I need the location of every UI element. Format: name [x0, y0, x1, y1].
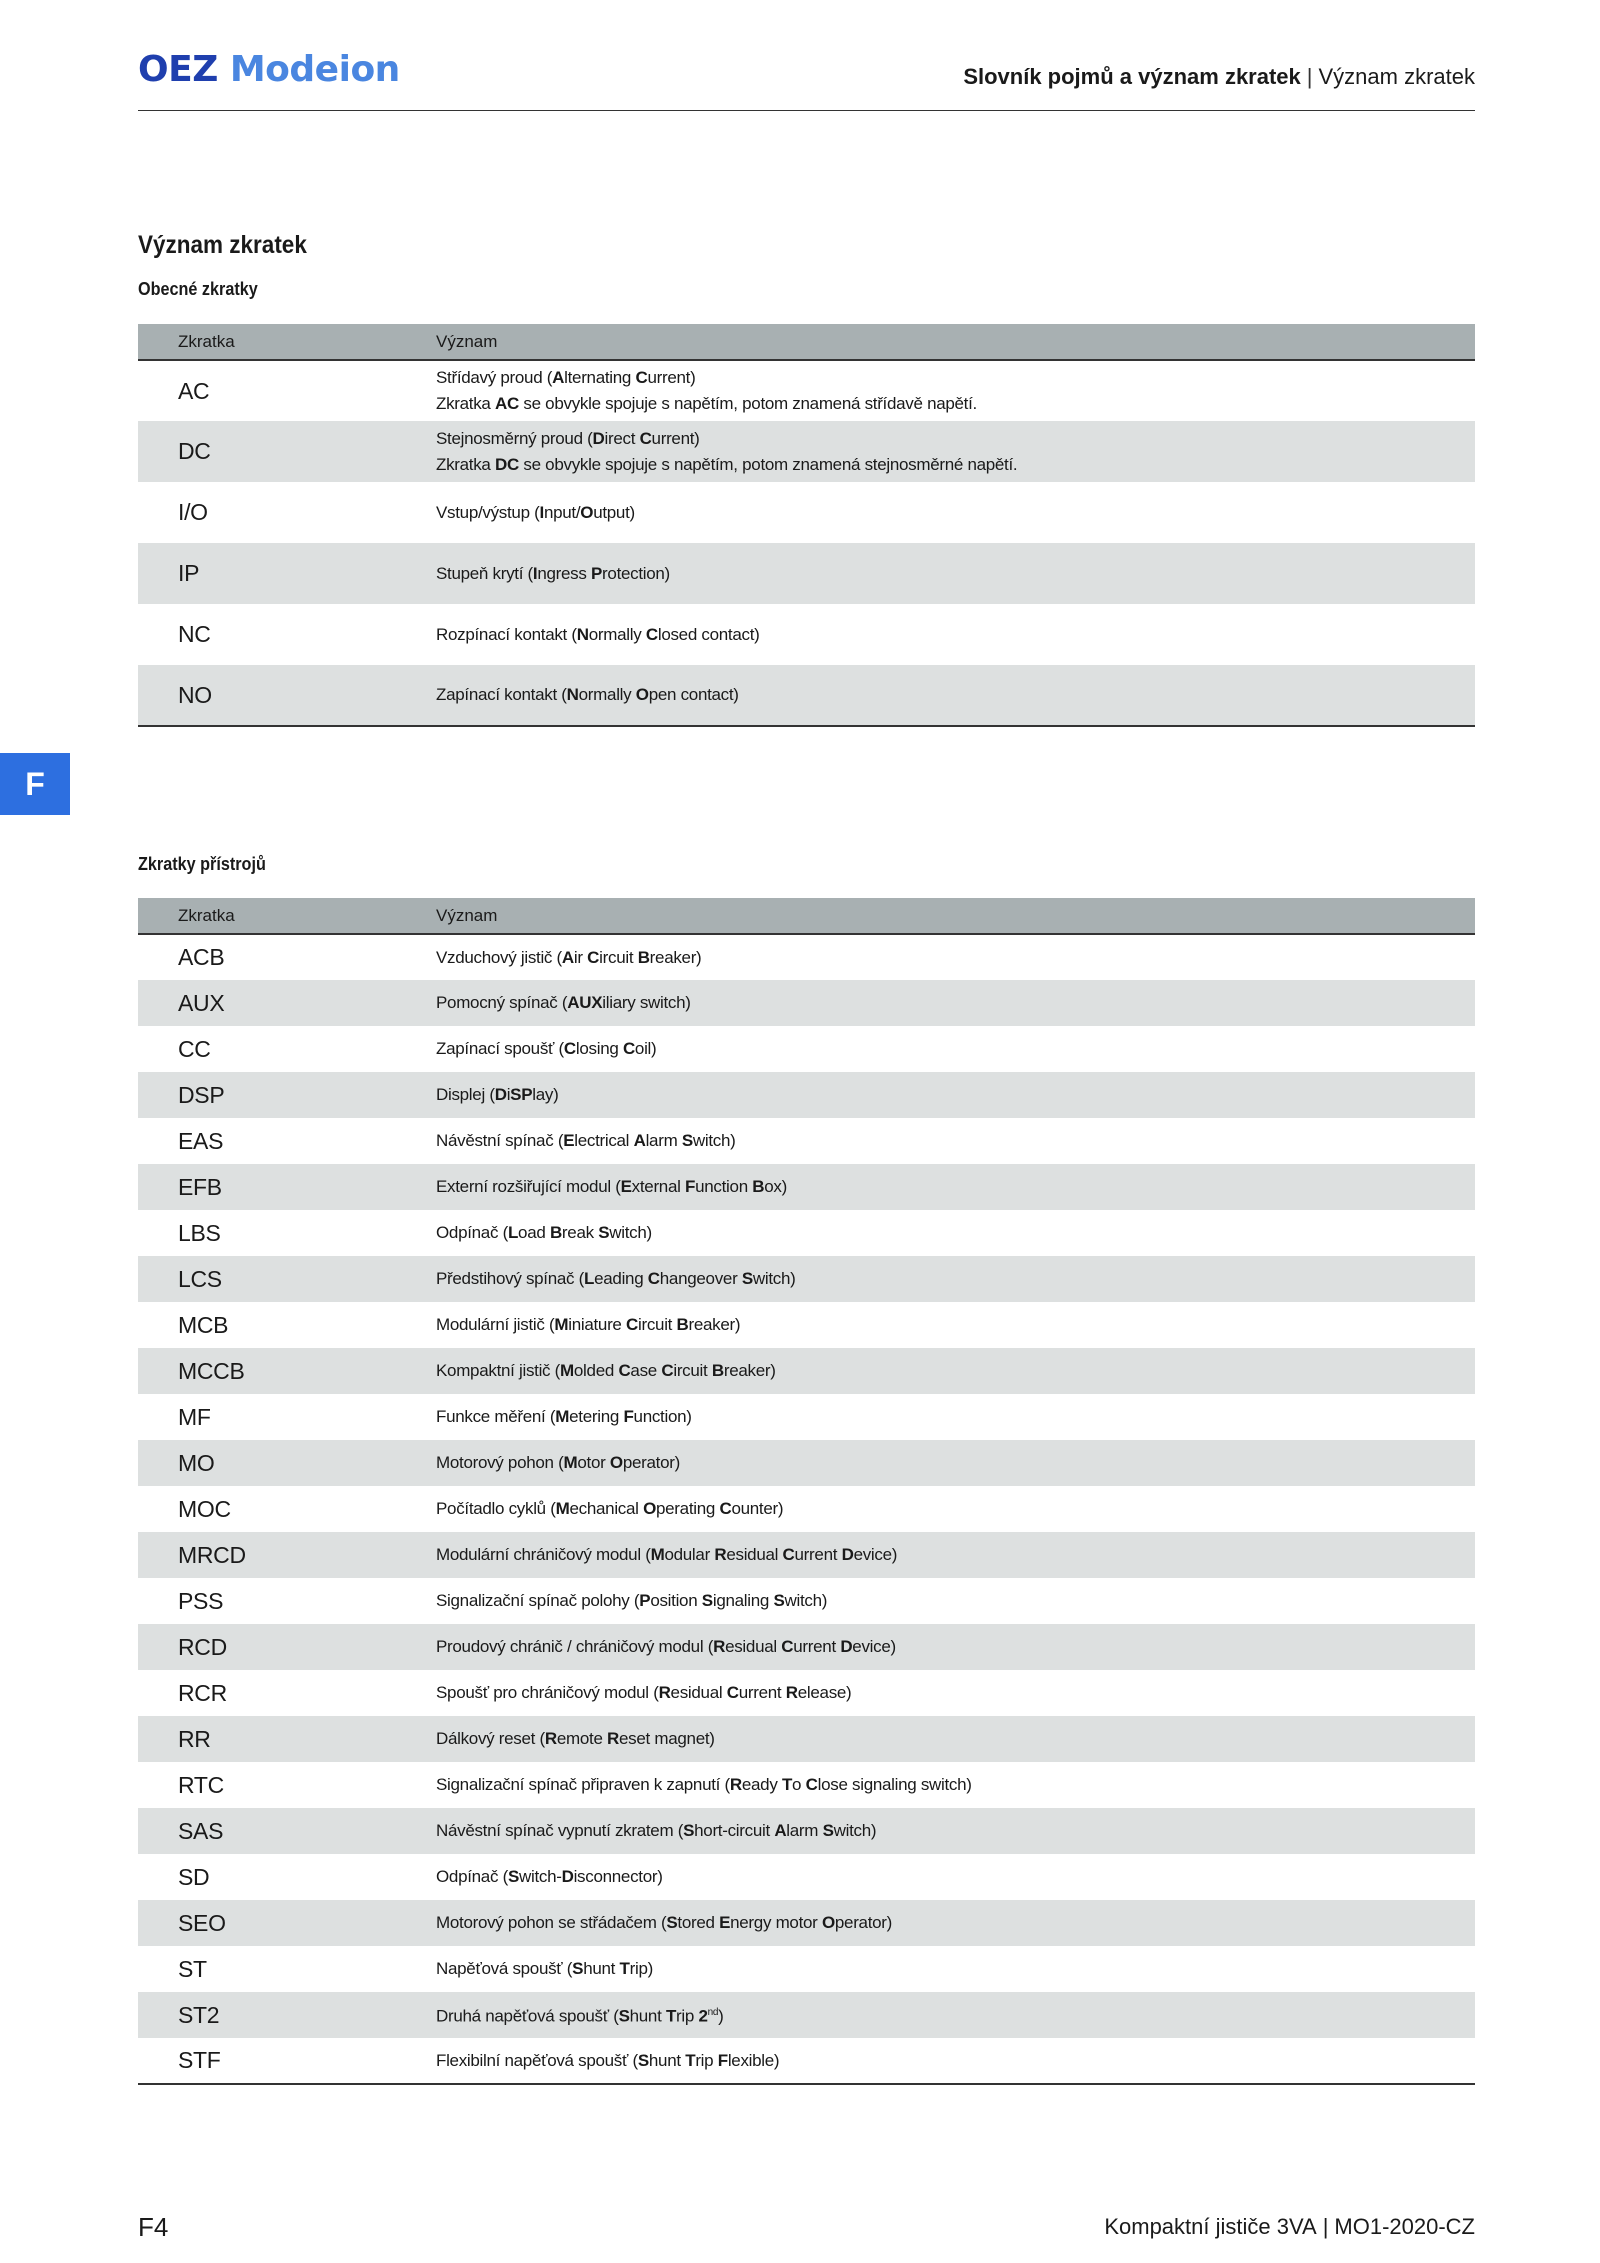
meaning-cell: Flexibilní napěťová spoušť (Shunt Trip Flexible) [436, 2038, 1475, 2084]
abbreviation-cell: DC [138, 421, 436, 482]
table-row [138, 934, 1475, 980]
meaning-cell: Modulární chráničový modul (Modular Residual Current Device) [436, 1532, 1475, 1578]
table-row [138, 1762, 1475, 1808]
meaning-cell: Kompaktní jistič (Molded Case Circuit Breaker) [436, 1348, 1475, 1394]
table-row [138, 482, 1475, 543]
table-row [138, 1716, 1475, 1762]
table-row [138, 1118, 1475, 1164]
header-title-regular: Význam zkratek [1318, 64, 1475, 89]
column-header-meaning: Význam [436, 324, 1475, 360]
meaning-cell: Modulární jistič (Miniature Circuit Breaker) [436, 1315, 741, 1334]
abbreviation-cell: MRCD [138, 1532, 436, 1578]
table-row [138, 1900, 1475, 1946]
column-header-meaning: Význam [436, 898, 1475, 934]
meaning-cell: Návěstní spínač (Electrical Alarm Switch) [436, 1131, 736, 1150]
general-table-body [138, 360, 1475, 726]
meaning-cell: Signalizační spínač připraven k zapnutí (Ready To Close signaling switch) [436, 1775, 972, 1794]
abbreviation-cell: DSP [138, 1072, 436, 1118]
abbreviation-cell: LCS [138, 1256, 436, 1302]
abbreviation-cell: NO [138, 665, 436, 726]
table-row [138, 1486, 1475, 1532]
meaning-cell: Zapínací spoušť (Closing Coil) [436, 1039, 657, 1058]
meaning-cell: Pomocný spínač (AUXiliary switch) [436, 980, 1475, 1026]
abbreviation-cell: EFB [138, 1164, 436, 1210]
meaning-cell: Napěťová spoušť (Shunt Trip) [436, 1959, 653, 1978]
abbreviation-cell: ACB [178, 944, 225, 970]
table-row [138, 1164, 1475, 1210]
meaning-cell: Návěstní spínač vypnutí zkratem (Short-circuit Alarm Switch) [436, 1808, 1475, 1854]
meaning-cell: Externí rozšiřující modul (External Function Box) [436, 1164, 1475, 1210]
table-row [138, 421, 1475, 482]
abbreviation-cell: EAS [178, 1127, 224, 1154]
abbreviation-cell: ST [178, 1955, 207, 1982]
table-row [138, 1440, 1475, 1486]
meaning-cell: Proudový chránič / chráničový modul (Residual Current Device) [436, 1624, 1475, 1670]
footer-doc-info [1104, 2212, 1475, 2242]
footer-doc-code: MO1-2020-CZ [1334, 2214, 1475, 2239]
abbreviation-cell: ST2 [138, 1992, 436, 2038]
table-row [138, 1394, 1475, 1440]
abbreviation-cell: RCD [138, 1624, 436, 1670]
abbreviation-cell: AC [178, 377, 210, 404]
meaning-cell: Rozpínací kontakt (Normally Closed contact) [436, 624, 760, 644]
abbreviation-cell: SD [178, 1863, 210, 1890]
meaning-cell: Vstup/výstup (Input/Output) [436, 502, 635, 522]
abbreviation-cell: RR [138, 1716, 436, 1762]
footer-doc-title: Kompaktní jističe 3VA [1104, 2214, 1317, 2239]
abbreviation-cell: MF [178, 1403, 211, 1430]
abbreviation-cell: NC [178, 621, 211, 647]
column-header-abbr: Zkratka [138, 898, 436, 934]
abbreviation-cell: SEO [138, 1900, 436, 1946]
column-header-abbr: Zkratka [138, 324, 436, 360]
abbreviation-cell: AUX [138, 980, 436, 1026]
abbreviation-cell: MO [138, 1440, 436, 1486]
abbreviation-cell: MOC [178, 1495, 231, 1522]
page-number: F4 [138, 2212, 169, 2242]
header-title-bold: Slovník pojmů a význam zkratek [963, 64, 1301, 89]
device-abbreviations-table [138, 898, 1475, 2085]
table-row [138, 1532, 1475, 1578]
meaning-cell: Signalizační spínač polohy (Position Signaling Switch) [436, 1591, 828, 1610]
table-row [138, 665, 1475, 726]
table-row [138, 543, 1475, 604]
table-header-row [138, 898, 1475, 934]
general-abbreviations-table [138, 324, 1475, 727]
table-row [138, 1992, 1475, 2038]
table-row [138, 604, 1475, 665]
meaning-cell: Spoušť pro chráničový modul (Residual Current Release) [436, 1683, 852, 1702]
abbreviation-cell: STF [138, 2038, 436, 2084]
meaning-cell: Střídavý proud (Alternating Current) Zkratka AC se obvykle spojuje s napětím, potom znamená střídavě napětí. [436, 368, 977, 413]
abbreviation-cell: RTC [178, 1771, 224, 1798]
meaning-cell: Motorový pohon se střádačem (Stored Energy motor Operator) [436, 1900, 1475, 1946]
meaning-cell: Druhá napěťová spoušť (Shunt Trip 2nd) [436, 1992, 1475, 2038]
table-row [138, 1256, 1475, 1302]
table-row [138, 1854, 1475, 1900]
footer-separator: | [1322, 2214, 1329, 2239]
meaning-cell: Počítadlo cyklů (Mechanical Operating Counter) [436, 1499, 784, 1518]
meaning-cell: Odpínač (Load Break Switch) [436, 1223, 652, 1242]
table-row [138, 360, 1475, 421]
abbreviation-cell: SAS [138, 1808, 436, 1854]
table-header-row [138, 324, 1475, 360]
meaning-cell: Motorový pohon (Motor Operator) [436, 1440, 1475, 1486]
table-row [138, 1670, 1475, 1716]
table-row [138, 1210, 1475, 1256]
section-title: Význam zkratek [138, 231, 307, 259]
general-subheading: Obecné zkratky [138, 279, 258, 299]
logo-brand: OEZ [138, 49, 218, 90]
abbreviation-cell: IP [138, 543, 436, 604]
table-row [138, 1348, 1475, 1394]
table-row [138, 1946, 1475, 1992]
abbreviation-cell: I/O [178, 499, 208, 525]
table-row [138, 1026, 1475, 1072]
abbreviation-cell: MCB [178, 1311, 229, 1338]
meaning-cell: Odpínač (Switch-Disconnector) [436, 1867, 663, 1886]
logo-product: Modeion [229, 49, 400, 90]
meaning-cell: Zapínací kontakt (Normally Open contact) [436, 665, 1475, 726]
table-row [138, 1624, 1475, 1670]
abbreviation-cell: MCCB [138, 1348, 436, 1394]
meaning-cell: Displej (DiSPlay) [436, 1072, 1475, 1118]
table-row [138, 1808, 1475, 1854]
meaning-cell: Dálkový reset (Remote Reset magnet) [436, 1716, 1475, 1762]
meaning-cell: Funkce měření (Metering Function) [436, 1407, 692, 1426]
devices-subheading: Zkratky přístrojů [138, 854, 266, 874]
table-row [138, 1302, 1475, 1348]
table-row [138, 1072, 1475, 1118]
oez-modeion-logo [138, 48, 400, 92]
abbreviation-cell: PSS [178, 1587, 224, 1614]
meaning-cell: Stejnosměrný proud (Direct Current) Zkratka DC se obvykle spojuje s napětím, potom znamená stejnosměrné napětí. [436, 421, 1475, 482]
abbreviation-cell: LBS [178, 1219, 221, 1246]
header-separator: | [1306, 64, 1313, 89]
abbreviation-cell: RCR [178, 1679, 227, 1706]
table-row [138, 980, 1475, 1026]
devices-table-body [138, 934, 1475, 2084]
meaning-cell: Vzduchový jistič (Air Circuit Breaker) [436, 947, 702, 967]
header-title [963, 62, 1475, 92]
table-row [138, 1578, 1475, 1624]
meaning-cell: Stupeň krytí (Ingress Protection) [436, 543, 1475, 604]
header-rule [138, 110, 1475, 111]
chapter-tab: F [0, 753, 70, 815]
table-row [138, 2038, 1475, 2084]
abbreviation-cell: CC [178, 1035, 211, 1062]
meaning-cell: Předstihový spínač (Leading Changeover Switch) [436, 1256, 1475, 1302]
